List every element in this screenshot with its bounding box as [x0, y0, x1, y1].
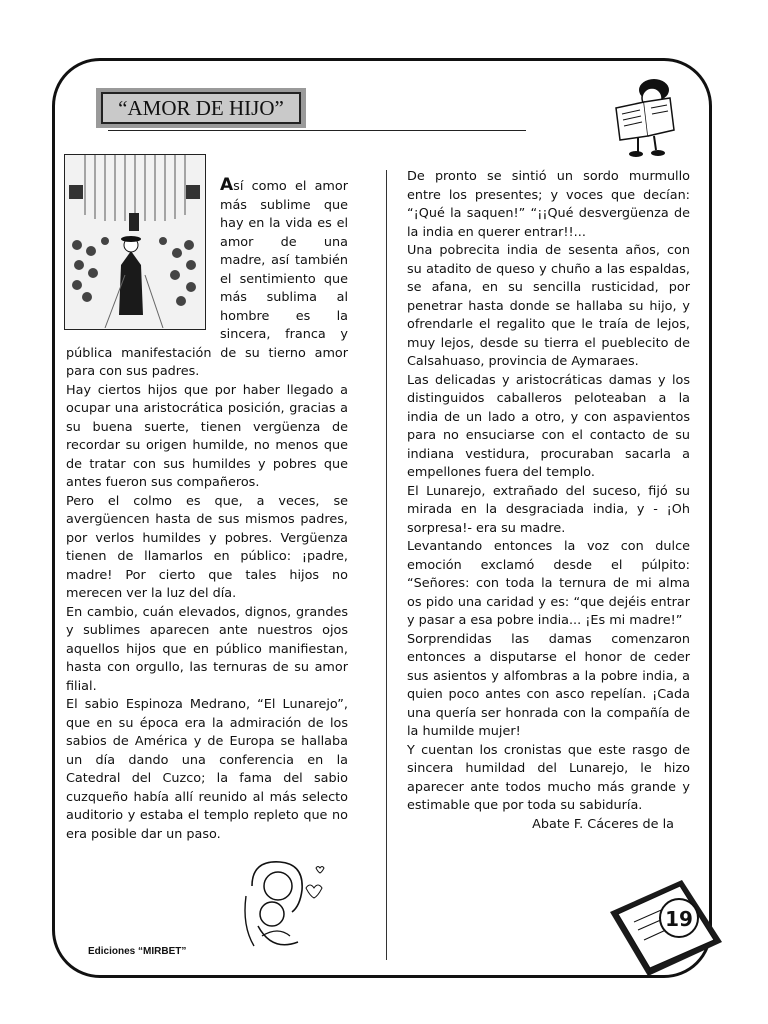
paragraph: Las delicadas y aristocráticas damas y los distinguidos caballeros peloteaban a la india de un lado a otro, y con aspavientos para no ensuciarse con el contacto de su indiana vestidura, procuraban sacarla a empellones fuera del templo.: [407, 372, 690, 480]
dropcap: A: [220, 175, 234, 195]
left-column: [66, 176, 348, 844]
title-underline: [108, 130, 526, 131]
right-column: [407, 168, 690, 834]
publisher-footer: Ediciones “MIRBET”: [88, 946, 187, 957]
author: Abate F. Cáceres de la: [532, 816, 674, 832]
column-divider: [386, 170, 387, 960]
paragraph: Sorprendidas las damas comenzaron entonces a disputarse el honor de ceder sus asientos y alfombras a la pobre india, a quien poco antes con asco repelían. ¡Cada una quería ser honrada con la compañía de la humilde mujer!: [407, 631, 690, 739]
paragraph: En cambio, cuán elevados, dignos, grandes y sublimes aparecen ante nuestros ojos aquellos hijos que en público manifiestan, hasta con orgullo, las ternuras de su amor filial.: [66, 604, 348, 694]
church-scene-illustration: [64, 154, 206, 330]
intro-text: sí como el amor más sublime que hay en la vida es el amor de una madre, así también el sentimiento que más sublima al hombre es la sincera, franca y pública manifestación de su tierno amor para con sus padres.: [66, 179, 348, 379]
paragraph: Hay ciertos hijos que por haber llegado a ocupar una aristocrática posición, gracias a su buena suerte, tienen vergüenza de recordar su origen humilde, no menos que de tratar con sus humildes y pobres que antes fueron sus compañeros.: [66, 382, 348, 490]
reading-child-icon: [608, 74, 684, 158]
page-title: “AMOR DE HIJO”: [101, 92, 301, 124]
paragraph: De pronto se sintió un sordo murmullo entre los presentes; y voces que decían: “¡Qué la saquen!” “¡¡Qué desvergüenza de la india en querer entrar!!...: [407, 169, 690, 240]
paragraph: Levantando entonces la voz con dulce emoción exclamó desde el púlpito: “Señores: con toda la ternura de mi alma os pido una caridad y es: “que dejéis entrar y pasar a esa pobre india... ¡Es mi madre!”: [407, 539, 690, 628]
page-number: 19: [659, 898, 699, 938]
paragraph: Y cuentan los cronistas que este rasgo de sincera humildad del Lunarejo, le hizo aparecer ante todos mucho más grande y estimable que por toda su sabiduría.: [407, 742, 690, 813]
paragraph: El Lunarejo, extrañado del suceso, fijó su mirada en la desgraciada india, y - ¡Oh sorpresa!- era su madre.: [407, 483, 690, 536]
paragraph: Una pobrecita india de sesenta años, con su atadito de queso y chuño a las espaldas, se afana, en su sencilla rusticidad, por penetrar hasta donde se hallaba su hijo, y ofrendarle el regalito que le traía de lejos, muy lejos, desde su tierra el pueblecito de Calsahuaso, provincia de Aymaraes.: [407, 243, 690, 369]
paragraph: Pero el colmo es que, a veces, se avergüencen hasta de sus mismos padres, por verlos humildes y pobres. Vergüenza tienen de llamarlos en público: ¡padre, madre! Por cierto que tales hijos no merecen ver la luz del día.: [66, 493, 348, 601]
mother-child-illustration: [232, 856, 332, 952]
paragraph: El sabio Espinoza Medrano, “El Lunarejo”, que en su época era la admiración de los sabios de América y de Europa se hallaba un día dando una conferencia en la Catedral del Cuzco; la fama del sabio cuzqueño había allí reunido al más selecto auditorio y estaba el templo repleto que no era posible dar un paso.: [66, 697, 348, 842]
